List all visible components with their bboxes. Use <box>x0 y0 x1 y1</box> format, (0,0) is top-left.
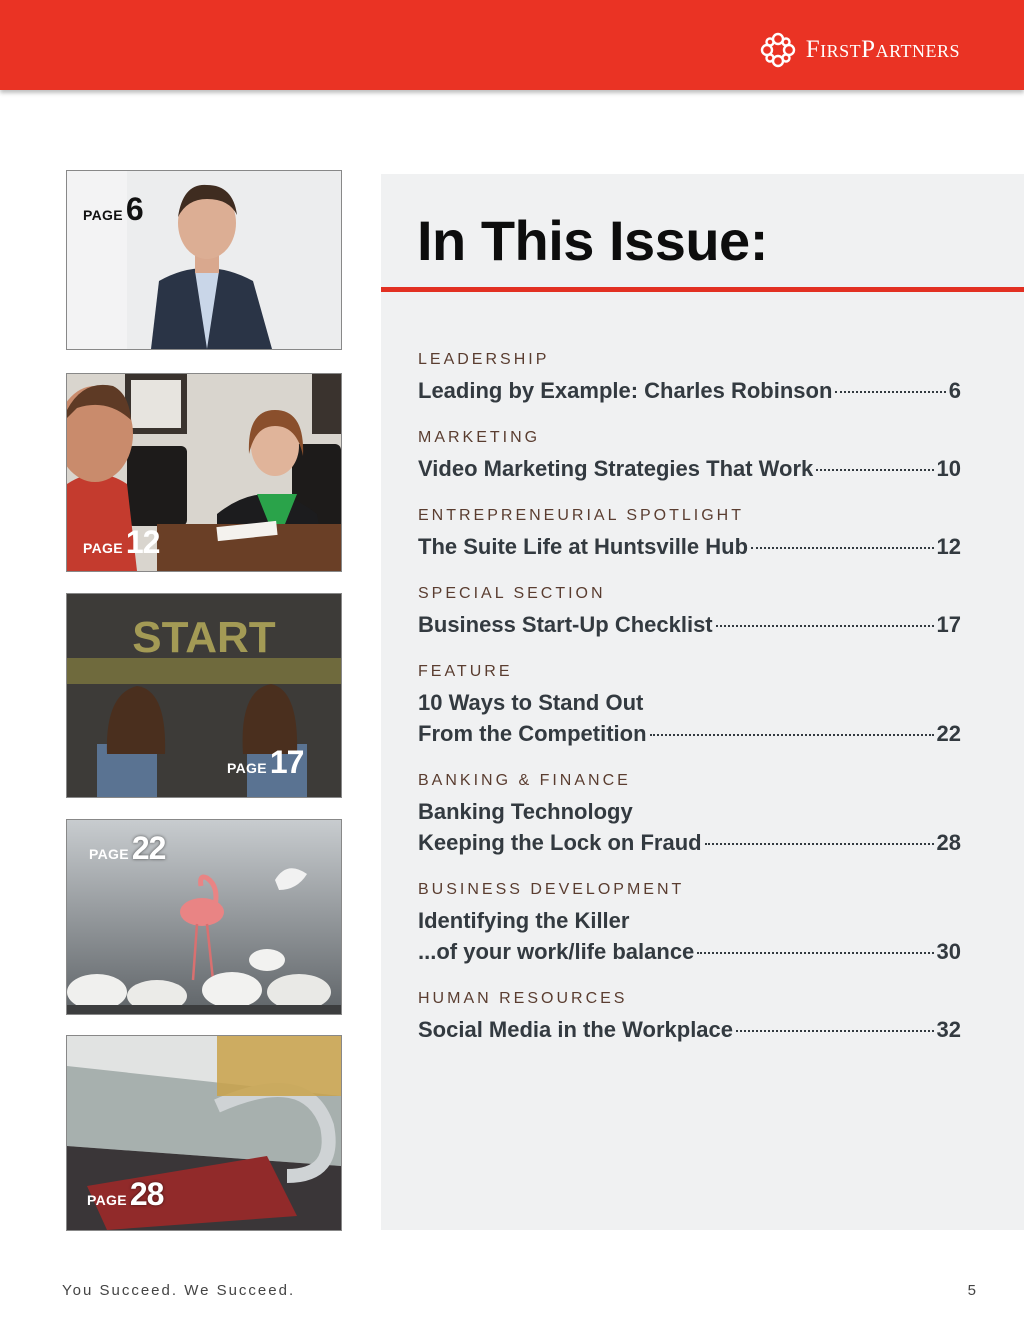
page-label <box>227 744 303 781</box>
toc-category: LEADERSHIP <box>418 351 550 368</box>
toc-category: BANKING & FINANCE <box>418 772 631 789</box>
brand-name: FirstPartners <box>805 36 960 63</box>
page-word: PAGE <box>227 760 267 776</box>
title-divider <box>381 287 1024 292</box>
thumbnail-page-12[interactable] <box>66 373 342 572</box>
page-word: PAGE <box>89 846 129 862</box>
toc-entry[interactable] <box>418 880 961 967</box>
toc-entry[interactable] <box>418 428 961 484</box>
toc-category: ENTREPRENEURIAL SPOTLIGHT <box>418 507 745 524</box>
toc-page: 28 <box>936 830 961 855</box>
toc-title-line[interactable] <box>418 609 961 640</box>
page-number: 28 <box>129 1176 164 1212</box>
thumbnail-page-22[interactable] <box>66 819 342 1015</box>
toc-title-line[interactable] <box>418 936 961 967</box>
toc-title-line[interactable] <box>418 375 961 406</box>
start-road-marking: START <box>132 613 276 662</box>
header-bar <box>0 0 1024 90</box>
toc-title: Social Media in the Workplace <box>418 1017 734 1042</box>
toc-title-line[interactable] <box>418 827 961 858</box>
page-word: PAGE <box>83 207 123 223</box>
page-number: 12 <box>125 524 160 560</box>
toc-title-line[interactable] <box>418 1014 961 1045</box>
issue-title: In This Issue: <box>417 209 768 272</box>
leader-dots <box>697 952 933 954</box>
page-word: PAGE <box>87 1192 127 1208</box>
toc-panel <box>381 174 1024 1230</box>
toc-title-line[interactable] <box>418 453 961 484</box>
page-label <box>83 191 143 228</box>
thumbnail-page-6[interactable] <box>66 170 342 350</box>
toc-title-line[interactable] <box>418 531 961 562</box>
toc-title: ...of your work/life balance <box>418 939 695 964</box>
toc-category: MARKETING <box>418 429 541 446</box>
toc-category: BUSINESS DEVELOPMENT <box>418 881 685 898</box>
page-number: 22 <box>131 830 166 866</box>
toc-title-first-line: Identifying the Killer <box>418 908 630 933</box>
toc-page: 12 <box>936 534 961 559</box>
leader-dots <box>751 547 933 549</box>
toc-title: Video Marketing Strategies That Work <box>418 456 814 481</box>
toc-title-first-line: 10 Ways to Stand Out <box>418 690 644 715</box>
toc-category: SPECIAL SECTION <box>418 585 606 602</box>
page-number: 17 <box>269 744 304 780</box>
toc-entry[interactable] <box>418 584 961 640</box>
leader-dots <box>716 625 934 627</box>
leader-dots <box>816 469 933 471</box>
table-of-contents <box>418 350 961 1067</box>
toc-entry[interactable] <box>418 771 961 858</box>
brand-logo <box>758 30 960 70</box>
toc-entry[interactable] <box>418 506 961 562</box>
toc-page: 17 <box>936 612 961 637</box>
footer-page-number: 5 <box>967 1282 976 1299</box>
leader-dots <box>650 734 934 736</box>
leader-dots <box>835 391 945 393</box>
page-number: 6 <box>125 191 143 227</box>
page-label <box>89 830 165 867</box>
toc-category: FEATURE <box>418 663 513 680</box>
toc-category: HUMAN RESOURCES <box>418 990 628 1007</box>
toc-page: 6 <box>948 378 961 403</box>
toc-page: 10 <box>936 456 961 481</box>
thumbnail-page-17[interactable] <box>66 593 342 798</box>
toc-entry[interactable] <box>418 350 961 406</box>
toc-title: Leading by Example: Charles Robinson <box>418 378 833 403</box>
toc-title-first-line: Banking Technology <box>418 799 633 824</box>
toc-title: Keeping the Lock on Fraud <box>418 830 702 855</box>
toc-title-line[interactable] <box>418 718 961 749</box>
firstpartners-logo-icon <box>758 30 798 70</box>
toc-title: The Suite Life at Huntsville Hub <box>418 534 749 559</box>
toc-entry[interactable] <box>418 662 961 749</box>
toc-page: 30 <box>936 939 961 964</box>
toc-page: 32 <box>936 1017 961 1042</box>
page-label <box>83 524 159 561</box>
toc-title: From the Competition <box>418 721 647 746</box>
page-word: PAGE <box>83 540 123 556</box>
footer-tagline: You Succeed. We Succeed. <box>62 1282 296 1299</box>
toc-title: Business Start-Up Checklist <box>418 612 713 637</box>
toc-entry[interactable] <box>418 989 961 1045</box>
thumbnail-page-28[interactable] <box>66 1035 342 1231</box>
leader-dots <box>736 1030 934 1032</box>
page-label <box>87 1176 163 1213</box>
toc-page: 22 <box>936 721 961 746</box>
leader-dots <box>705 843 934 845</box>
